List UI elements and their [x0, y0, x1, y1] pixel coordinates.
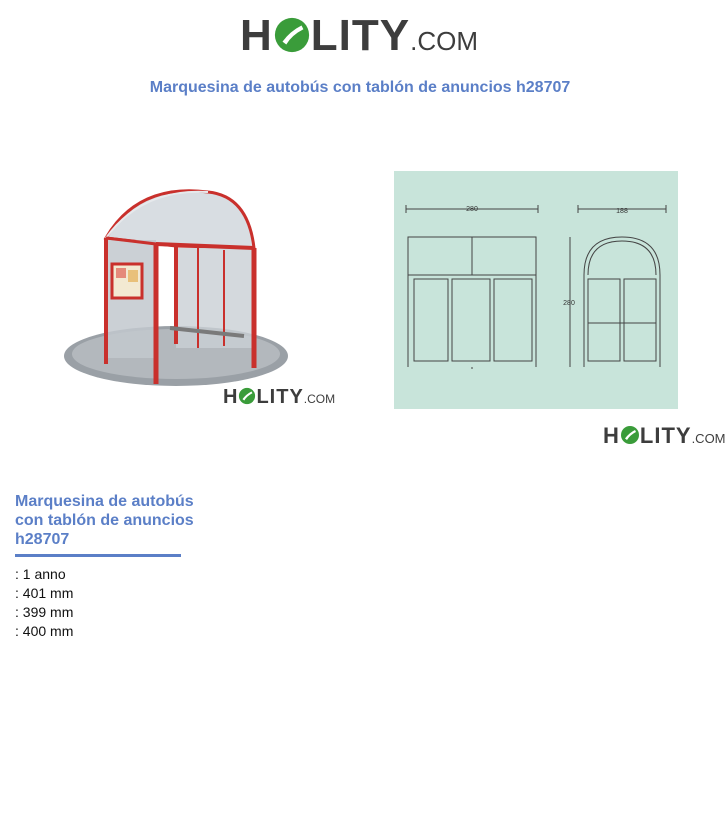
page-title: Marquesina de autobús con tablón de anuncios h28707 [149, 79, 571, 96]
logo-domain: .COM [410, 26, 478, 56]
logo-o-icon [273, 12, 311, 60]
product-photo[interactable] [58, 178, 298, 400]
spec-item: : 399 mm [15, 604, 74, 620]
spec-item: : 401 mm [15, 585, 74, 601]
title-divider [15, 554, 181, 557]
spec-item: : 400 mm [15, 623, 74, 639]
technical-drawing[interactable] [394, 171, 678, 409]
logo-wordmark: LITY [310, 11, 411, 60]
drawing-watermark-logo: H LITY .COM [603, 423, 726, 448]
logo-letter-h: H [240, 11, 273, 60]
logo-o-icon [620, 424, 640, 448]
spec-item: : 1 anno [15, 566, 66, 582]
photo-watermark-logo: H LITY .COM [223, 386, 336, 408]
brand-logo[interactable] [240, 12, 478, 65]
dim-depth-label: 188 [616, 208, 628, 215]
product-title: Marquesina de autobús con tablón de anuncios h28707 [15, 493, 194, 548]
dim-height-label: 280 [563, 300, 575, 307]
spec-list [15, 565, 73, 641]
dim-width-label: 280 [466, 206, 478, 213]
logo-o-icon [238, 386, 256, 408]
